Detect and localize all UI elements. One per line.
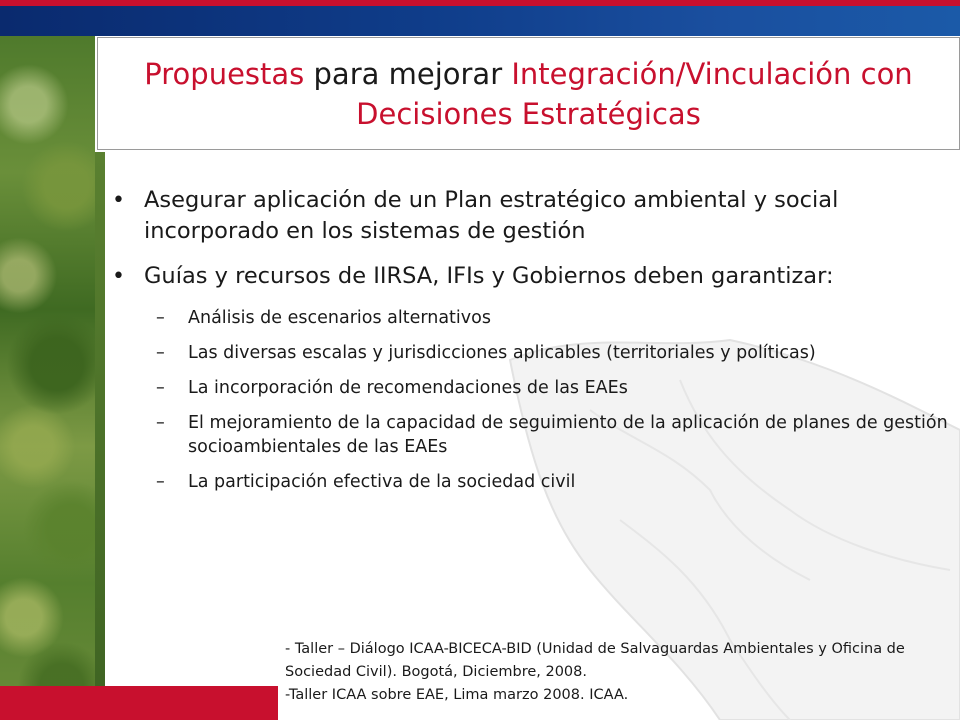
header-bar: [0, 0, 960, 36]
title-highlight-1: Propuestas: [144, 56, 305, 91]
sub-item-text: La incorporación de recomendaciones de las EAEs: [188, 378, 628, 398]
bullet-text: Asegurar aplicación de un Plan estratégico ambiental y social incorporado en los sistemas de gestión: [144, 187, 839, 244]
sub-marker: –: [156, 413, 165, 433]
sub-item-text: Las diversas escalas y jurisdicciones aplicables (territoriales y políticas): [188, 343, 816, 363]
sub-item: [108, 306, 958, 330]
forest-photo-strip: [0, 36, 95, 720]
sub-item-text: La participación efectiva de la sociedad civil: [188, 472, 576, 492]
bullet-marker: •: [112, 264, 125, 289]
sub-marker: –: [156, 378, 165, 398]
sub-marker: –: [156, 343, 165, 363]
footnote-line: -Taller ICAA sobre EAE, Lima marzo 2008. ICAA.: [285, 687, 629, 703]
slide-content: [108, 185, 958, 505]
bullet-item: [108, 185, 958, 247]
source-footnote: [285, 638, 955, 707]
sub-item: [108, 411, 958, 459]
bullet-marker: •: [112, 188, 125, 213]
sub-item-text: Análisis de escenarios alternativos: [188, 308, 491, 328]
sub-item: [108, 376, 958, 400]
header-red-stripe: [0, 0, 960, 6]
sub-marker: –: [156, 308, 165, 328]
title-box: [97, 37, 960, 150]
title-plain: para mejorar: [304, 56, 512, 91]
title-highlight-2: Integración/Vinculación con Decisiones Estratégicas: [356, 56, 913, 131]
sub-marker: –: [156, 472, 165, 492]
sub-item: [108, 341, 958, 365]
bullet-item: [108, 261, 958, 292]
slide-title: [98, 54, 959, 134]
footnote-line: - Taller – Diálogo ICAA-BICECA-BID (Unidad de Salvaguardas Ambientales y Oficina de Sociedad Civil). Bogotá, Diciembre, 2008.: [285, 641, 905, 680]
bottom-red-bar: [0, 686, 278, 720]
forest-photo-edge: [95, 152, 105, 720]
sub-item-text: El mejoramiento de la capacidad de seguimiento de la aplicación de planes de gestión socioambientales de las EAEs: [188, 413, 948, 457]
sub-item: [108, 470, 958, 494]
bullet-text: Guías y recursos de IIRSA, IFIs y Gobiernos deben garantizar:: [144, 263, 834, 289]
